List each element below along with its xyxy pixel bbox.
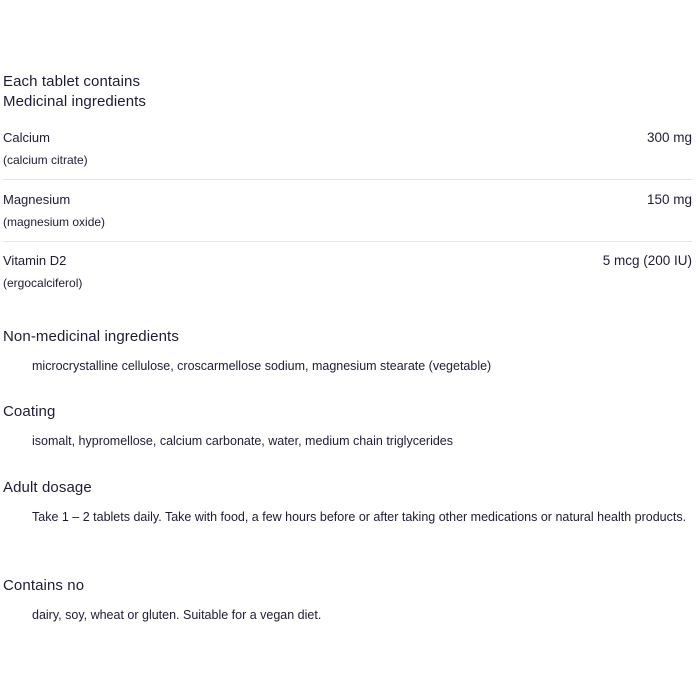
ingredient-source: (calcium citrate) [3,153,88,167]
non-medicinal-ingredients-heading: Non-medicinal ingredients [3,328,179,345]
ingredient-name: Vitamin D2 [3,253,67,268]
intro-heading: Each tablet contains [3,73,141,90]
ingredient-amount: 5 mcg (200 IU) [602,253,692,268]
contains-no-heading: Contains no [3,577,85,594]
divider [3,241,692,242]
coating-heading: Coating [3,403,56,420]
ingredient-source: (magnesium oxide) [3,215,106,229]
medicinal-ingredients-heading: Medicinal ingredients [3,93,147,110]
ingredient-name: Magnesium [3,192,71,207]
adult-dosage-heading: Adult dosage [3,479,92,496]
ingredient-amount: 150 mg [646,192,692,207]
coating-text: isomalt, hypromellose, calcium carbonate, water, medium chain triglycerides [32,434,454,448]
ingredient-source: (ergocalciferol) [3,276,83,290]
non-medicinal-ingredients-text: microcrystalline cellulose, croscarmellose sodium, magnesium stearate (vegetable) [32,359,492,373]
divider [3,179,692,180]
ingredient-amount: 300 mg [646,130,692,145]
ingredient-name: Calcium [3,130,50,145]
adult-dosage-text: Take 1 – 2 tablets daily. Take with food, a few hours before or after taking other medications or natural health products. [32,510,687,524]
contains-no-text: dairy, soy, wheat or gluten. Suitable for a vegan diet. [32,608,322,622]
